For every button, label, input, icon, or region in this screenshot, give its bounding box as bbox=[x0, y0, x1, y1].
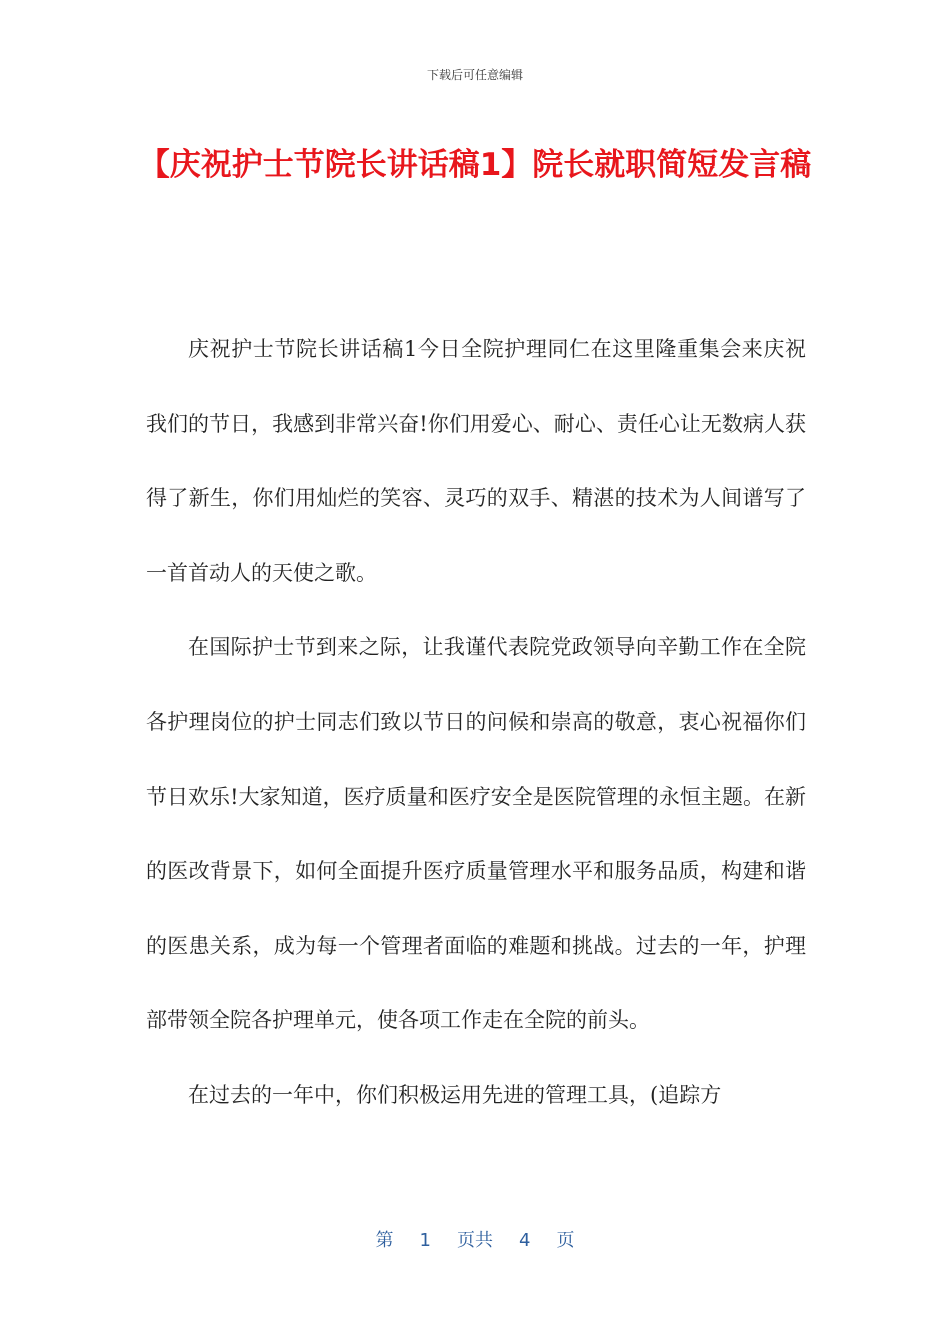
page-footer bbox=[0, 1226, 950, 1252]
paragraph: 在过去的一年中，你们积极运用先进的管理工具，(追踪方 bbox=[188, 1082, 722, 1107]
current-page-number: 1 bbox=[419, 1230, 431, 1251]
page-suffix: 页 bbox=[556, 1230, 575, 1251]
header-note: 下载后可任意编辑 bbox=[426, 68, 523, 82]
total-pages-number: 4 bbox=[519, 1230, 531, 1251]
document-body bbox=[146, 312, 806, 1133]
paragraph: 庆祝护士节院长讲话稿1今日全院护理同仁在这里隆重集会来庆祝我们的节日，我感到非常兴奋!你们用爱心、耐心、责任心让无数病人获得了新生，你们用灿烂的笑容、灵巧的双手、精湛的技术为人间谱写了一首首动人的天使之歌。 bbox=[146, 337, 806, 585]
document-title: 【庆祝护士节院长讲话稿1】院长就职简短发言稿 bbox=[138, 147, 812, 183]
page-prefix: 第 bbox=[375, 1230, 394, 1251]
paragraph: 在国际护士节到来之际，让我谨代表院党政领导向辛勤工作在全院各护理岗位的护士同志们致以节日的问候和崇高的敬意，衷心祝福你们节日欢乐!大家知道，医疗质量和医疗安全是医院管理的永恒主题。在新的医改背景下，如何全面提升医疗质量管理水平和服务品质，构建和谐的医患关系，成为每一个管理者面临的难题和挑战。过去的一年，护理部带领全院各护理单元，使各项工作走在全院的前头。 bbox=[146, 635, 806, 1033]
page-mid: 页共 bbox=[457, 1230, 493, 1251]
